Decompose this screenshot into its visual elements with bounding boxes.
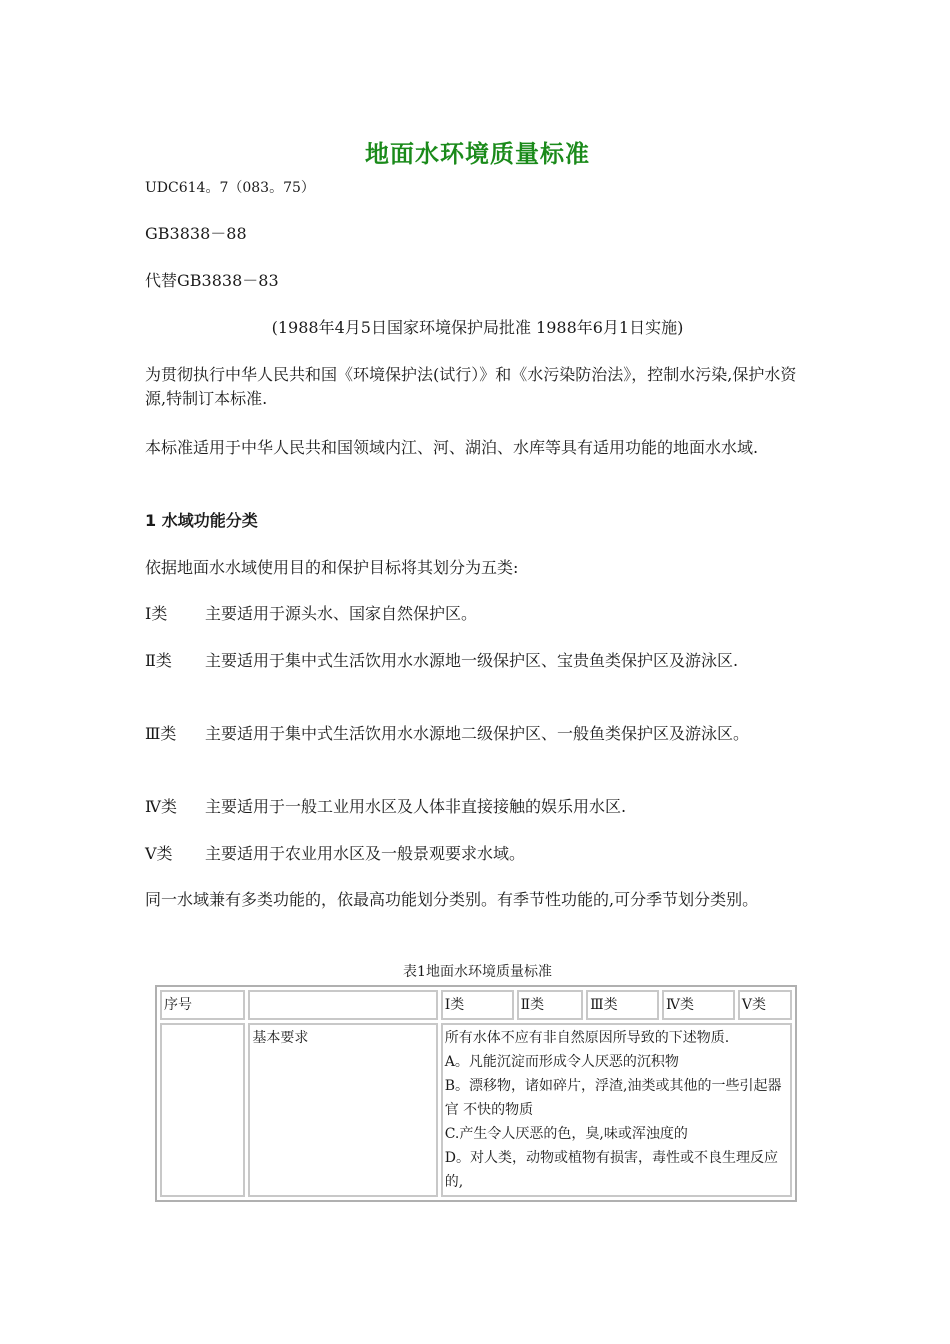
- header-cell-class-3: Ⅲ类: [586, 990, 659, 1020]
- requirement-line: 所有水体不应有非自然原因所导致的下述物质.: [444, 1030, 730, 1046]
- class-item: [145, 722, 810, 746]
- class-text: 主要适用于集中式生活饮用水水源地二级保护区、一般鱼类保护区及游泳区。: [205, 724, 750, 743]
- quality-standard-table: [155, 985, 797, 1202]
- row-item-cell: 基本要求: [248, 1023, 437, 1197]
- row-index-cell: [160, 1023, 245, 1197]
- header-cell-class-5: Ⅴ类: [738, 990, 792, 1020]
- class-label: Ⅳ类: [145, 797, 177, 816]
- section-1-heading: 1 水域功能分类: [145, 511, 258, 530]
- header-cell-class-2: Ⅱ类: [517, 990, 584, 1020]
- header-cell-item: [248, 990, 437, 1020]
- requirement-line: C.产生令人厌恶的色，臭,味或浑浊度的: [444, 1126, 688, 1142]
- section-1-note: 同一水域兼有多类功能的，依最高功能划分类别。有季节性功能的,可分季节划分类别。: [145, 890, 759, 909]
- document-title: 地面水环境质量标准: [365, 140, 590, 168]
- basic-requirements-cell: [441, 1023, 792, 1197]
- intro-paragraph-1: 为贯彻执行中华人民共和国《环境保护法(试行）》和《水污染防治法》，控制水污染,保护水资源,特制订本标准.: [145, 365, 797, 408]
- class-label: Ⅴ类: [145, 844, 173, 863]
- requirement-line: B。漂移物，诸如碎片，浮渣,油类或其他的一些引起器官 不快的物质: [444, 1078, 782, 1118]
- table-row: [160, 1023, 792, 1197]
- class-text: 主要适用于集中式生活饮用水水源地一级保护区、宝贵鱼类保护区及游泳区.: [205, 651, 739, 670]
- udc-code: UDC614。7（083。75）: [145, 180, 315, 196]
- requirement-line: A。凡能沉淀而形成令人厌恶的沉积物: [444, 1054, 679, 1070]
- intro-paragraph-2: 本标准适用于中华人民共和国领域内江、河、湖泊、水库等具有适用功能的地面水水域.: [145, 438, 759, 457]
- class-item: [145, 602, 810, 626]
- class-label: Ⅰ类: [145, 604, 168, 623]
- gb-number: GB3838－88: [145, 224, 247, 243]
- replaces-note: 代替GB3838－83: [145, 271, 279, 290]
- class-text: 主要适用于农业用水区及一般景观要求水域。: [205, 844, 526, 863]
- table-header-row: [160, 990, 792, 1020]
- class-text: 主要适用于一般工业用水区及人体非直接接触的娱乐用水区.: [205, 797, 627, 816]
- header-cell-class-4: Ⅳ类: [662, 990, 735, 1020]
- class-label: Ⅱ类: [145, 651, 172, 670]
- class-text: 主要适用于源头水、国家自然保护区。: [205, 604, 478, 623]
- class-item: [145, 842, 810, 866]
- header-cell-index: 序号: [160, 990, 245, 1020]
- class-item: [145, 795, 810, 819]
- table-caption: 表1地面水环境质量标准: [403, 964, 552, 980]
- header-cell-class-1: Ⅰ类: [441, 990, 514, 1020]
- class-item: [145, 649, 810, 673]
- section-1-lead: 依据地面水水域使用目的和保护目标将其划分为五类:: [145, 558, 519, 577]
- approval-note: (1988年4月5日国家环境保护局批准 1988年6月1日实施): [271, 318, 684, 337]
- class-label: Ⅲ类: [145, 724, 177, 743]
- requirement-line: D。对人类，动物或植物有损害，毒性或不良生理反应的,: [444, 1150, 778, 1190]
